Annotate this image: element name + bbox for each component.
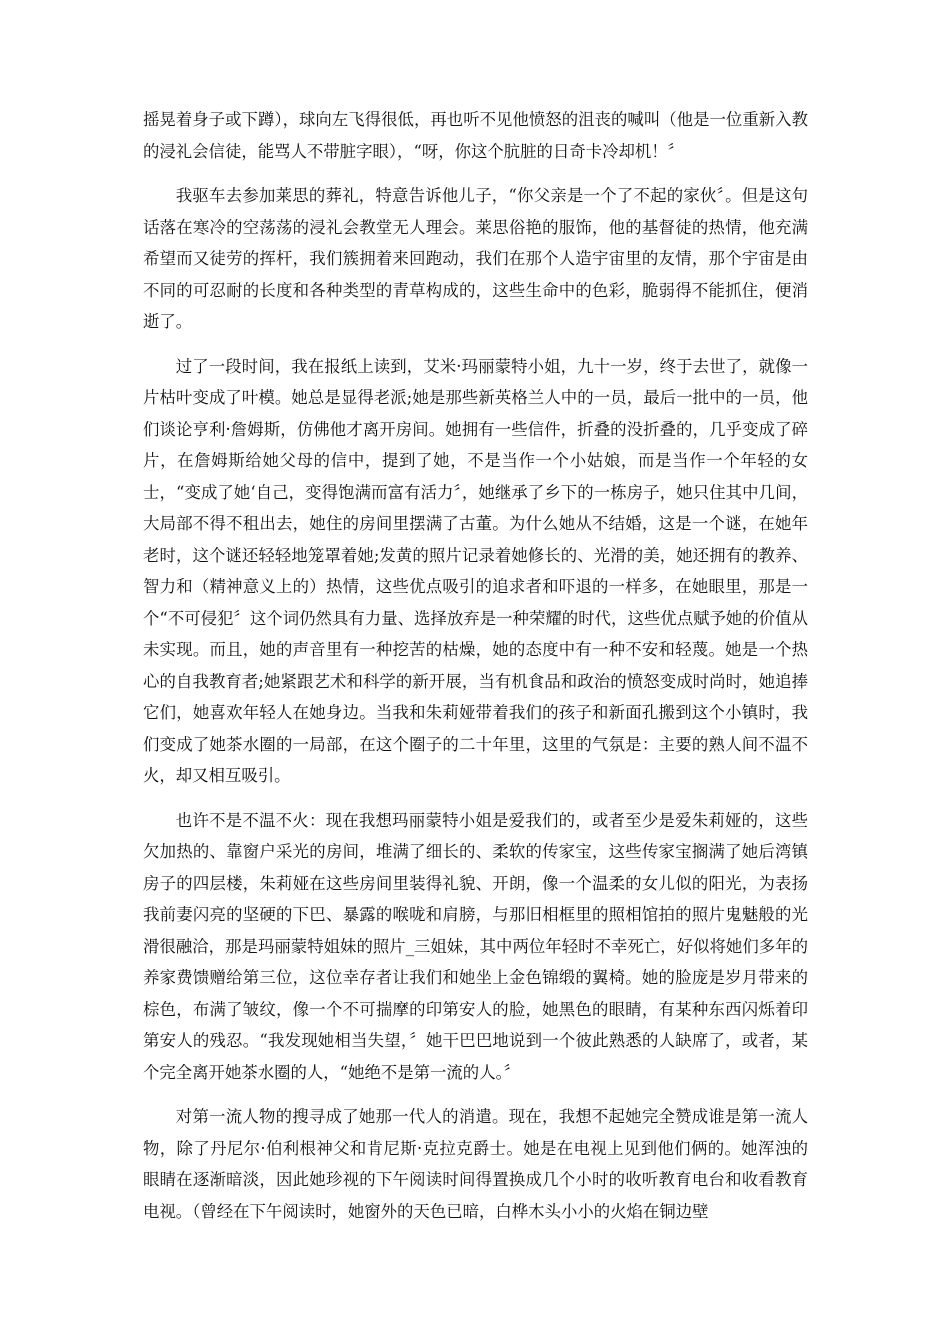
body-text <box>143 104 808 1240</box>
paragraph-5: 对第一流人物的搜寻成了她那一代人的消遣。现在，我想不起她完全赞成谁是第一流人物，除了丹尼尔·伯利根神父和肯尼斯·克拉克爵士。她是在电视上见到他们俩的。她浑浊的眼睛在逐渐暗淡，因此她珍视的下午阅读时间得置换成几个小时的收听教育电台和收看教育电视。（曾经在下午阅读时，她窗外的天色已暗，白桦木头小小的火焰在铜边壁 <box>143 1107 808 1221</box>
paragraph-2: 我驱车去参加莱思的葬礼，特意告诉他儿子，“你父亲是一个了不起的家伙〞。但是这句话落在寒冷的空荡荡的浸礼会教堂无人理会。莱思俗艳的服饰，他的基督徒的热情，他充满希望而又徒劳的挥杆，我们簇拥着来回跑动，我们在那个人造宇宙里的友情，那个宇宙是由不同的可忍耐的长度和各种类型的青草构成的，这些生命中的色彩，脆弱得不能抓住，便消逝了。 <box>143 186 808 331</box>
paragraph-1: 摇晃着身子或下蹲），球向左飞得很低，再也听不见他愤怒的沮丧的喊叫（他是一位重新入教的浸礼会信徒，能骂人不带脏字眼），“呀，你这个肮脏的日奇卡冷却机！〞 <box>143 110 808 161</box>
paragraph-4: 也许不是不温不火：现在我想玛丽蒙特小姐是爱我们的，或者至少是爱朱莉娅的，这些欠加热的、靠窗户采光的房间，堆满了细长的、柔软的传家宝，这些传家宝搁满了她后湾镇房子的四层楼，朱莉娅在这些房间里装得礼貌、开朗，像一个温柔的女儿似的阳光，为表扬我前妻闪亮的坚硬的下巴、暴露的喉咙和肩膀，与那旧相框里的照相馆拍的照片鬼魅般的光滑很融洽，那是玛丽蒙特姐妹的照片_三姐妹，其中两位年轻时不幸死亡，好似将她们多年的养家费馈赠给第三位，这位幸存者让我们和她坐上金色锦缎的翼椅。她的脸庞是岁月带来的棕色，布满了皱纹，像一个不可揣摩的印第安人的脸，她黑色的眼睛，有某种东西闪烁着印第安人的残忍。“我发现她相当失望，〞她干巴巴地说到一个彼此熟悉的人缺席了，或者，某个完全离开她茶水圈的人，“她绝不是第一流的人。〞 <box>143 810 808 1082</box>
paragraph-3: 过了一段时间，我在报纸上读到，艾米·玛丽蒙特小姐，九十一岁，终于去世了，就像一片枯叶变成了叶模。她总是显得老派;她是那些新英格兰人中的一员，最后一批中的一员，他们谈论亨利·詹姆斯，仿佛他才离开房间。她拥有一些信件，折叠的没折叠的，几乎变成了碎片，在詹姆斯给她父母的信中，提到了她，不是当作一个小姑娘，而是当作一个年轻的女士，“变成了她‘自己，变得饱满而富有活力〞，她继承了乡下的一栋房子，她只住其中几间，大局部不得不租出去，她住的房间里摆满了古董。为什么她从不结婚，这是一个谜，在她年老时，这个谜还轻轻地笼罩着她;发黄的照片记录着她修长的、光滑的美，她还拥有的教养、智力和（精神意义上的）热情，这些优点吸引的追求者和吓退的一样多，在她眼里，那是一个“不可侵犯〞这个词仍然具有力量、选择放弃是一种荣耀的时代，这些优点赋予她的价值从未实现。而且，她的声音里有一种挖苦的枯燥，她的态度中有一种不安和轻蔑。她是一个热心的自我教育者;她紧跟艺术和科学的新开展，当有机食品和政治的愤怒变成时尚时，她追捧它们，她喜欢年轻人在她身边。当我和朱莉娅带着我们的孩子和新面孔搬到这个小镇时，我们变成了她茶水圈的一局部，在这个圈子的二十年里，这里的气氛是：主要的熟人间不温不火，却又相互吸引。 <box>143 356 808 785</box>
